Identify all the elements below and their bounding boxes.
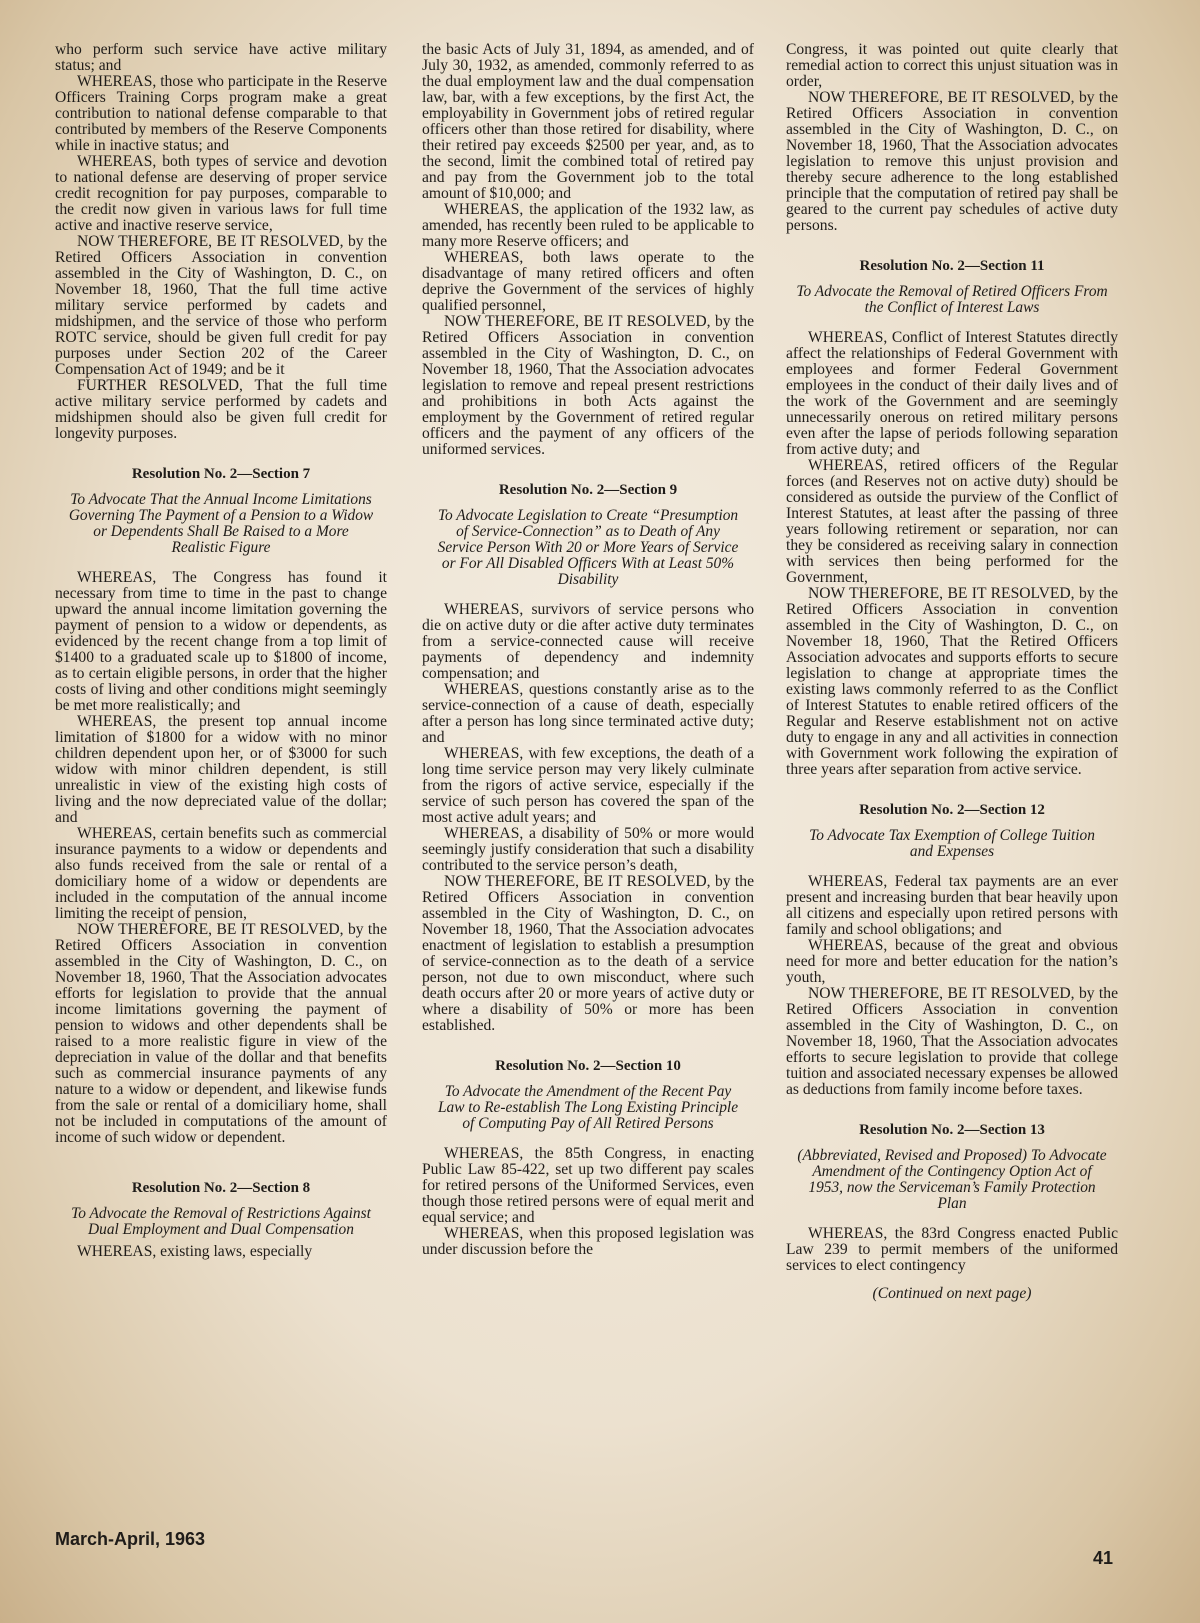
- paragraph: WHEREAS, retired officers of the Regular forces (and Reserves not on active duty) should be considered as outside the purview of the Conflict of Interest Statutes, at least after the passing of three years following retirement or separation, nor can they be considered as receiving salary in connection with services then being performed for the Government,: [786, 457, 1118, 586]
- text-column-left: [55, 42, 387, 1260]
- paragraph: WHEREAS, when this proposed legislation was under discussion before the: [422, 1225, 754, 1258]
- paragraph: WHEREAS, the 83rd Congress enacted Public Law 239 to permit members of the uniformed services to elect contingency: [786, 1225, 1118, 1274]
- paragraph: NOW THEREFORE, BE IT RESOLVED, by the Retired Officers Association in convention assembled in the City of Washington, D. C., on November 18, 1960, That the Association advocates legislation to remove and repeal present restrictions and prohibitions in both Acts against the employment by the Government of retired regular officers and the payment of any officers of the uniformed services.: [422, 313, 754, 458]
- paragraph: WHEREAS, both laws operate to the disadvantage of many retired officers and often deprive the Government of the services of highly qualified personnel,: [422, 249, 754, 314]
- paragraph: WHEREAS, the present top annual income limitation of $1800 for a widow with no minor children dependent upon her, or of $3000 for such widow with minor children dependent, is still unrealistic in view of the existing high costs of living and the now depreciated value of the dollar; and: [55, 713, 387, 826]
- text-column-middle: [422, 42, 754, 1258]
- paragraph: WHEREAS, with few exceptions, the death of a long time service person may very likely culminate from the rigors of active service, especially if the service of such person has covered the span of the most active adult years; and: [422, 745, 754, 826]
- paragraph: the basic Acts of July 31, 1894, as amended, and of July 30, 1932, as amended, commonly referred to as the dual employment law and the dual compensation law, bar, with a few exceptions, by the first Act, the employability in Government jobs of retired regular officers other than those retired for disability, where their retired pay exceeds $2500 per year, and, as to the second, limit the combined total of retired pay and pay from the Government job to the total amount of $10,000; and: [422, 41, 754, 202]
- paragraph: NOW THEREFORE, BE IT RESOLVED, by the Retired Officers Association in convention assembled in the City of Washington, D. C., on November 18, 1960, That the Retired Officers Association advocates and supports efforts to secure legislation to change at appropriate times the existing laws commonly referred to as the Conflict of Interest Statutes to enable retired officers of the Regular and Reserve establishment not on active duty to engage in any and all activities in connection with Government work following the expiration of three years after separation from active service.: [786, 585, 1118, 778]
- paragraph: WHEREAS, a disability of 50% or more would seemingly justify consideration that such a disability contributed to the service person’s death,: [422, 825, 754, 874]
- section-heading: Resolution No. 2—Section 10: [495, 1058, 681, 1074]
- paragraph: WHEREAS, the application of the 1932 law, as amended, has recently been ruled to be applicable to many more Reserve officers; and: [422, 201, 754, 250]
- paragraph: WHEREAS, the 85th Congress, in enacting Public Law 85-422, set up two different pay scales for retired persons of the Uniformed Services, even though those retired persons were of equal merit and equal service; and: [422, 1145, 754, 1226]
- paragraph: NOW THEREFORE, BE IT RESOLVED, by the Retired Officers Association in convention assembled in the City of Washington, D. C., on November 18, 1960, That the Association advocates enactment of legislation to establish a presumption of service-connection as to the death of a service person, not due to own misconduct, where such death occurs after 20 or more years of active duty or where a disability of 50% or more has been established.: [422, 873, 754, 1034]
- section-heading: Resolution No. 2—Section 7: [131, 466, 311, 482]
- paragraph: who perform such service have active military status; and: [55, 41, 387, 74]
- section-subtitle: To Advocate That the Annual Income Limitations Governing The Payment of a Pension to a Widow or Dependents Shall Be Raised to a More Realistic Figure: [68, 491, 374, 556]
- paragraph: FURTHER RESOLVED, That the full time active military service performed by cadets and midshipmen should also be given full credit for longevity purposes.: [55, 377, 387, 442]
- paragraph: WHEREAS, existing laws, especially: [77, 1243, 313, 1260]
- section-subtitle: To Advocate the Amendment of the Recent Pay Law to Re-establish The Long Existing Principle of Computing Pay of All Retired Persons: [437, 1083, 739, 1132]
- section-heading: Resolution No. 2—Section 12: [859, 802, 1045, 818]
- paragraph: WHEREAS, Federal tax payments are an ever present and increasing burden that bear heavily upon all citizens and especially upon retired persons with family and school obligations; and: [786, 873, 1118, 938]
- paragraph: WHEREAS, certain benefits such as commercial insurance payments to a widow or dependents and also funds received from the sale or rental of a domiciliary home of a widow or dependents are included in the computation of the annual income limiting the receipt of pension,: [55, 825, 387, 922]
- paragraph: WHEREAS, those who participate in the Reserve Officers Training Corps program make a great contribution to national defense comparable to that contributed by members of the Reserve Components while in inactive status; and: [55, 73, 387, 154]
- paragraph: NOW THEREFORE, BE IT RESOLVED, by the Retired Officers Association in convention assembled in the City of Washington, D. C., on November 18, 1960, That the Association advocates efforts to secure legislation to provide that college tuition and associated necessary expenses be allowed as deductions from family income before taxes.: [786, 985, 1118, 1098]
- paragraph: WHEREAS, survivors of service persons who die on active duty or die after active duty terminates from a service-connected cause will receive payments of dependency and indemnity compensation; and: [422, 601, 754, 682]
- section-heading: Resolution No. 2—Section 13: [859, 1122, 1045, 1138]
- section-heading: Resolution No. 2—Section 11: [859, 258, 1045, 274]
- continued-note: (Continued on next page): [872, 1285, 1032, 1302]
- section-subtitle: To Advocate the Removal of Restrictions Against Dual Employment and Dual Compensation: [71, 1205, 371, 1238]
- paragraph: WHEREAS, both types of service and devotion to national defense are deserving of proper service credit recognition for pay purposes, comparable to the credit now given in various laws for full time active and inactive reserve service,: [55, 153, 387, 234]
- page-number: 41: [1093, 1548, 1114, 1568]
- paragraph: NOW THEREFORE, BE IT RESOLVED, by the Retired Officers Association in convention assembled in the City of Washington, D. C., on November 18, 1960, That the Association advocates efforts for legislation to provide that the annual income limitations governing the payment of pension to widows and other dependents shall be raised to a more realistic figure in view of the depreciation in value of the dollar and that benefits such as commercial insurance payments of any nature to a widow or dependent, and likewise funds from the sale or rental of a domiciliary home, shall not be included in computations of the amount of income of such widow or dependent.: [55, 921, 387, 1146]
- issue-date: March-April, 1963: [55, 1529, 206, 1549]
- paragraph: WHEREAS, because of the great and obvious need for more and better education for the nation’s youth,: [786, 937, 1118, 986]
- section-subtitle: (Abbreviated, Revised and Proposed) To Advocate Amendment of the Contingency Option Act of 1953, now the Serviceman’s Family Protection Plan: [797, 1147, 1107, 1212]
- paragraph: WHEREAS, questions constantly arise as to the service-connection of a cause of death, especially after a person has long since terminated active duty; and: [422, 681, 754, 746]
- paragraph: Congress, it was pointed out quite clearly that remedial action to correct this unjust situation was in order,: [786, 41, 1118, 90]
- section-heading: Resolution No. 2—Section 9: [498, 482, 678, 498]
- text-column-right: [786, 42, 1118, 1318]
- section-heading: Resolution No. 2—Section 8: [131, 1180, 311, 1196]
- section-subtitle: To Advocate Legislation to Create “Presumption of Service-Connection” as to Death of Any Service Person With 20 or More Years of Service or For All Disabled Officers With at Least 50% Disability: [437, 507, 739, 588]
- paragraph: NOW THEREFORE, BE IT RESOLVED, by the Retired Officers Association in convention assembled in the City of Washington, D. C., on November 18, 1960, That the full time active military service performed by cadets and midshipmen, and the service of those who perform ROTC service, should be given full credit for pay purposes under Section 202 of the Career Compensation Act of 1949; and be it: [55, 233, 387, 378]
- paragraph: WHEREAS, Conflict of Interest Statutes directly affect the relationships of Federal Government with employees and former Federal Government employees in the conduct of their daily lives and of the work of the Government and are seemingly unnecessarily onerous on retired military persons even after the lapse of periods following separation from active duty; and: [786, 329, 1118, 458]
- section-subtitle: To Advocate Tax Exemption of College Tuition and Expenses: [809, 827, 1095, 860]
- section-subtitle: To Advocate the Removal of Retired Officers From the Conflict of Interest Laws: [796, 283, 1108, 316]
- paragraph: WHEREAS, The Congress has found it necessary from time to time in the past to change upward the annual income limitation governing the payment of pension to a widow or dependents, as evidenced by the recent change from a top limit of $1400 to a graduated scale up to $1800 of income, as to certain eligible persons, in order that the higher costs of living and other conditions might seemingly be met more realistically; and: [55, 569, 387, 714]
- paragraph: NOW THEREFORE, BE IT RESOLVED, by the Retired Officers Association in convention assembled in the City of Washington, D. C., on November 18, 1960, That the Association advocates legislation to remove this unjust provision and thereby secure adherence to the long established principle that the computation of retired pay shall be geared to the current pay schedules of active duty persons.: [786, 89, 1118, 234]
